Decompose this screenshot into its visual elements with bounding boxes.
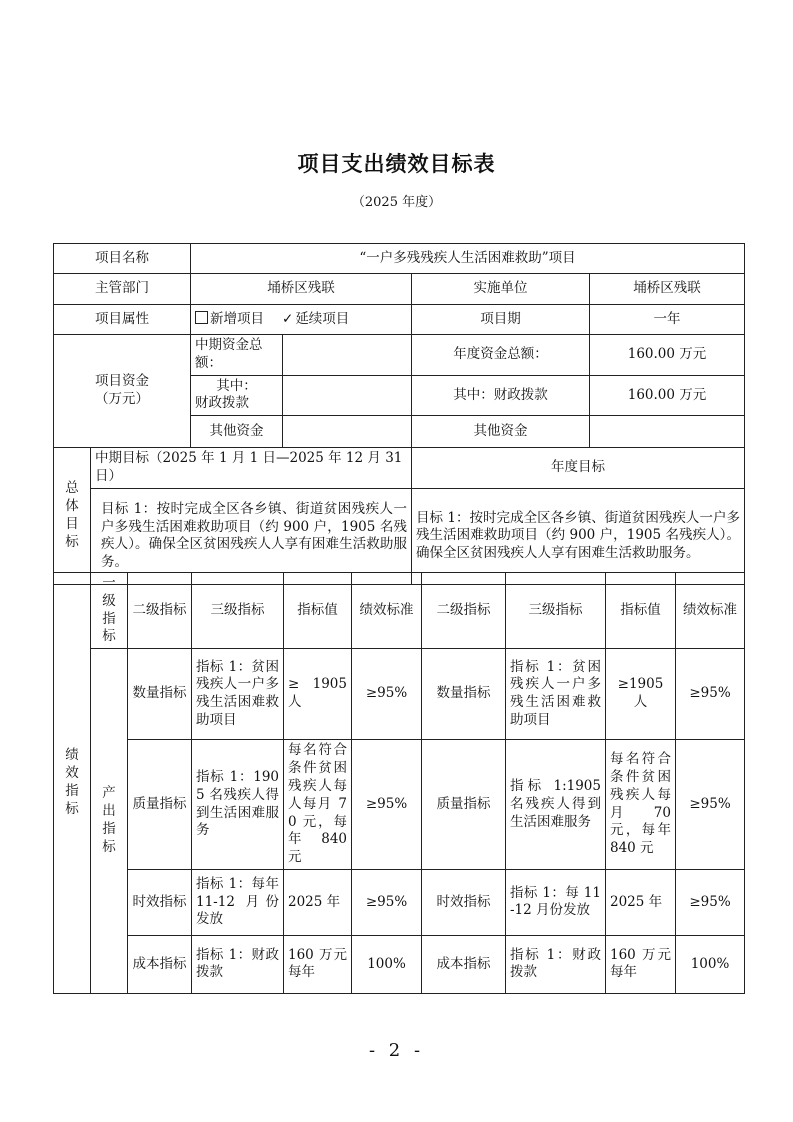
attr-label: 项目属性 <box>54 305 191 335</box>
project-name-label: 项目名称 <box>54 244 191 274</box>
year-total-value: 160.00 万元 <box>590 335 745 376</box>
cost-l2: 成本指标 <box>128 935 192 993</box>
header-level3: 三级指标 <box>192 573 284 649</box>
checkbox-new-icon[interactable] <box>195 311 208 324</box>
year-subtitle: （2025 年度） <box>351 195 442 210</box>
row-goal-headers <box>54 448 745 489</box>
quantity-value: ≥ 1905 人 <box>284 649 352 740</box>
year-cost-value: 160 万元每年 <box>606 935 676 993</box>
row-cost <box>54 935 745 993</box>
mid-fiscal-label: 其中： 财政拨款 <box>191 375 283 416</box>
project-name-value: “一户多残残疾人生活困难救助”项目 <box>191 244 745 274</box>
year-quantity-standard: ≥95% <box>676 649 745 740</box>
mid-goal-header: 中期目标（2025 年 1 月 1 日—2025 年 12 月 31 日） <box>91 448 412 489</box>
year-quantity-l3: 指标 1：贫困残疾人一户多残生活困难救助项目 <box>506 649 606 740</box>
year-time-value: 2025 年 <box>606 869 676 935</box>
overall-goal-label: 总 体 目 标 <box>54 448 91 585</box>
row-quality <box>54 740 745 870</box>
year-quantity-l2: 数量指标 <box>422 649 506 740</box>
attr-new-label: 新增项目 <box>210 310 264 327</box>
cost-l3: 指标 1：财政拨款 <box>192 935 284 993</box>
dept-label: 主管部门 <box>54 274 191 305</box>
year-fiscal-value: 160.00 万元 <box>590 375 745 416</box>
time-value: 2025 年 <box>284 869 352 935</box>
output-indicator-label: 产 出 指 标 <box>91 649 128 994</box>
quantity-l2: 数量指标 <box>128 649 192 740</box>
header-value: 指标值 <box>284 573 352 649</box>
header-year-value: 指标值 <box>606 573 676 649</box>
year-total-label: 年度资金总额： <box>412 335 590 376</box>
mid-other-label: 其他资金 <box>191 416 283 448</box>
attr-options <box>191 305 412 335</box>
row-project-name <box>54 244 745 274</box>
time-l2: 时效指标 <box>128 869 192 935</box>
header-level2: 二级指标 <box>128 573 192 649</box>
year-time-l3: 指标 1：每 11-12 月份发放 <box>506 869 606 935</box>
mid-other-value <box>283 416 412 448</box>
year-quality-l2: 质量指标 <box>422 740 506 870</box>
year-other-value <box>590 416 745 448</box>
period-value: 一年 <box>590 305 745 335</box>
period-label: 项目期 <box>412 305 590 335</box>
cost-standard: 100% <box>352 935 422 993</box>
dept-value: 埇桥区残联 <box>191 274 412 305</box>
header-level1: 一 级 指 标 <box>91 573 128 649</box>
year-cost-l3: 指标 1：财政拨款 <box>506 935 606 993</box>
year-goal-text: 目标 1：按时完成全区各乡镇、街道贫困残疾人一户多残生活困难救助项目（约 900 户，1905 名残疾人）。确保全区贫困残疾人人享有困难生活救助服务。 <box>412 488 745 584</box>
impl-value: 埇桥区残联 <box>590 274 745 305</box>
page-title: 项目支出绩效目标表 <box>297 152 496 176</box>
year-quality-value: 每名符合条件贫困残疾人每月 70 元，每年 840 元 <box>606 740 676 870</box>
year-cost-l2: 成本指标 <box>422 935 506 993</box>
mid-total-label: 中期资金总额： <box>191 335 283 376</box>
indicators-label: 绩 效 指 标 <box>54 573 91 994</box>
quality-l3: 指标 1：1905 名残疾人得到生活困难服务 <box>192 740 284 870</box>
row-quantity <box>54 649 745 740</box>
quality-l2: 质量指标 <box>128 740 192 870</box>
mid-total-value <box>283 335 412 376</box>
row-attribute <box>54 305 745 335</box>
time-standard: ≥95% <box>352 869 422 935</box>
funds-label: 项目资金 （万元） <box>54 335 191 448</box>
checkmark-icon[interactable]: ✓ <box>282 310 294 327</box>
header-standard: 绩效标准 <box>352 573 422 649</box>
row-department <box>54 274 745 305</box>
quality-standard: ≥95% <box>352 740 422 870</box>
indicators-table <box>53 572 745 994</box>
year-time-l2: 时效指标 <box>422 869 506 935</box>
year-goal-header: 年度目标 <box>412 448 745 489</box>
attr-continue-label: 延续项目 <box>295 310 350 327</box>
page-number: - 2 - <box>368 1040 425 1061</box>
impl-label: 实施单位 <box>412 274 590 305</box>
header-year-level3: 三级指标 <box>506 573 606 649</box>
quality-value: 每名符合条件贫困残疾人每人每月 70 元，每年 840 元 <box>284 740 352 870</box>
row-timeliness <box>54 869 745 935</box>
year-quality-l3: 指标 1:1905 名残疾人得到生活困难服务 <box>506 740 606 870</box>
year-cost-standard: 100% <box>676 935 745 993</box>
year-other-label: 其他资金 <box>412 416 590 448</box>
row-goal-text <box>54 488 745 584</box>
project-info-table <box>53 243 745 585</box>
mid-fiscal-value <box>283 375 412 416</box>
header-year-standard: 绩效标准 <box>676 573 745 649</box>
row-funds-total <box>54 335 745 376</box>
cost-value: 160 万元每年 <box>284 935 352 993</box>
year-quality-standard: ≥95% <box>676 740 745 870</box>
quantity-standard: ≥95% <box>352 649 422 740</box>
header-year-level2: 二级指标 <box>422 573 506 649</box>
year-fiscal-label: 其中：财政拨款 <box>412 375 590 416</box>
row-indicator-headers <box>54 573 745 649</box>
quantity-l3: 指标 1：贫困残疾人一户多残生活困难救助项目 <box>192 649 284 740</box>
year-time-standard: ≥95% <box>676 869 745 935</box>
year-quantity-value: ≥1905 人 <box>606 649 676 740</box>
time-l3: 指标 1：每年 11-12 月份发放 <box>192 869 284 935</box>
mid-goal-text: 目标 1：按时完成全区各乡镇、街道贫困残疾人一户多残生活困难救助项目（约 900 户，1905 名残疾人）。确保全区贫困残疾人人享有困难生活救助服务。 <box>91 488 412 584</box>
